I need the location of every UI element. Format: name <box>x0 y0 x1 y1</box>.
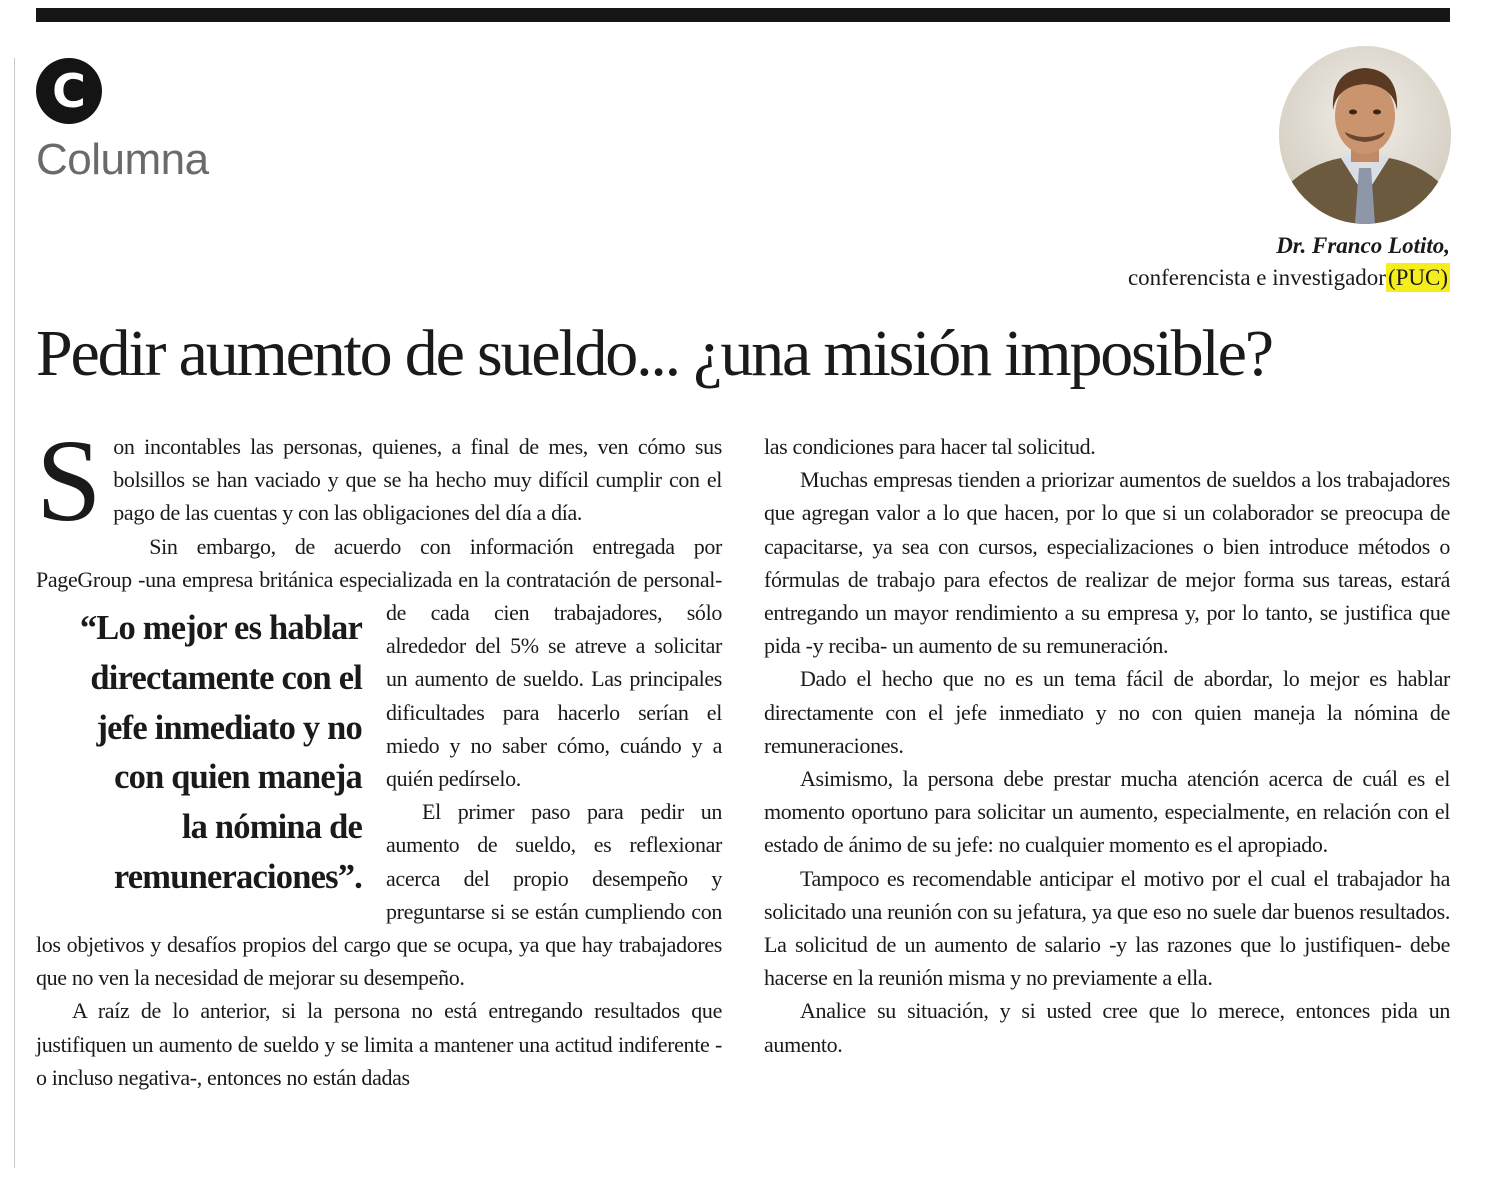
paragraph-text: Sin embargo, de acuerdo con información entregada por PageGroup -una empresa británica especializada en la contratación de <box>36 533 722 592</box>
pull-quote-line: jefe inmediato y no <box>96 708 362 747</box>
author-photo <box>1279 46 1451 224</box>
paragraph: on incontables las personas, quienes, a final de mes, ven cómo sus bolsillos se han vaciado y que se ha hecho muy difícil cumplir con el pago de las cuentas y con las obligaciones del día a día. <box>113 434 722 526</box>
paragraph: Muchas empresas tienden a priorizar aumentos de sueldos a los trabajadores que agregan valor a lo que hacen, por lo que si un colaborador se preocupa de capacitarse, ya sea con cursos, especializaciones o bien introduce métodos o fórmulas de trabajo para efectos de realizar de mejor forma sus tareas, estará entregando un mayor rendimiento a su empresa y, por lo tanto, se justifica que pida -y reciba- un aumento de su remuneración. <box>764 467 1450 659</box>
paragraph: las condiciones para hacer tal solicitud. <box>764 434 1096 459</box>
column-badge-icon <box>36 58 102 124</box>
left-margin-rule <box>14 58 15 1168</box>
paragraph: Dado el hecho que no es un tema fácil de abordar, lo mejor es hablar directamente con el jefe inmediato y no con quien maneja la nómina de remuneraciones. <box>764 666 1450 758</box>
paragraph: El primer paso para pedir un aumento de sueldo, es reflexionar acerca del propio desempeño y preguntarse si se están cumpliendo con los objetivos y desafíos propios del cargo que se ocupa, ya que hay trabajadores que no ven la necesidad de mejorar su desempeño. <box>36 799 722 991</box>
author-name: Dr. Franco Lotito, <box>1276 233 1450 258</box>
pull-quote-line: con quien maneja <box>114 758 362 797</box>
pull-quote <box>36 600 362 903</box>
paragraph-text: personal- de cada cien trabajadores, sólo alrededor del 5% se atreve a solicitar un aumento de sueldo. Las principales dificultades para hacerlo serían el miedo y no saber cómo, cuándo y a quién pedírselo. <box>386 566 722 792</box>
pull-quote-line: la nómina de <box>181 808 362 847</box>
paragraph: A raíz de lo anterior, si la persona no está entregando resultados que justifiquen un aumento de sueldo y se limita a mantener una actitud indiferente -o incluso negativa-, entonces no están dadas <box>36 998 722 1090</box>
pull-quote-line: remuneraciones”. <box>113 858 362 896</box>
drop-cap: S <box>36 415 102 546</box>
top-rule <box>36 8 1450 22</box>
pull-quote-line: “Lo mejor es hablar <box>79 609 362 648</box>
author-role <box>1128 264 1450 292</box>
paragraph: Asimismo, la persona debe prestar mucha atención acerca de cuál es el momento oportuno para solicitar un aumento, especialmente, en relación con el estado de ánimo de su jefe: no cualquier momento es el apropiado. <box>764 766 1450 858</box>
section-label: Columna <box>36 135 209 184</box>
article-headline: Pedir aumento de sueldo... ¿una misión imposible? <box>36 317 1272 390</box>
author-affiliation-highlight: (PUC) <box>1387 265 1448 290</box>
article-column-right <box>764 430 1450 1061</box>
badge-letter: C <box>52 64 86 118</box>
author-role-text: conferencista e investigador <box>1127 265 1386 290</box>
pull-quote-line: directamente con el <box>90 658 362 697</box>
paragraph: Analice su situación, y si usted cree que lo merece, entonces pida un aumento. <box>764 998 1450 1057</box>
author-portrait-icon <box>1279 46 1451 224</box>
article-column-left <box>36 415 722 1094</box>
paragraph: Tampoco es recomendable anticipar el motivo por el cual el trabajador ha solicitado una reunión con su jefatura, ya que eso no suele dar buenos resultados. La solicitud de un aumento de salario -y las razones que lo justifiquen- debe hacerse en la reunión misma y no previamente a ella. <box>764 865 1450 991</box>
